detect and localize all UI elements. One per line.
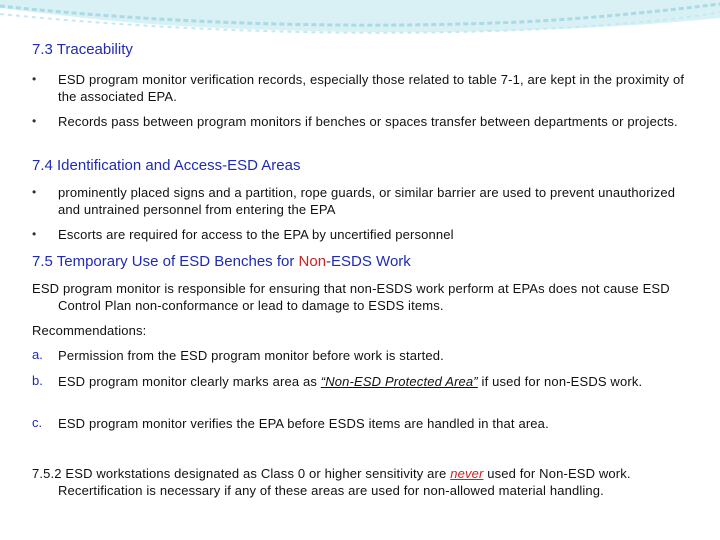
identification-bullet-1: prominently placed signs and a partition, rope guards, or similar barrier are used to prevent unauthorized and untrained personnel from entering the EPA bbox=[58, 185, 676, 217]
temporary-use-paragraph: ESD program monitor is responsible for ensuring that non-ESDS work perform at EPAs does not cause ESD Control Plan non-conformance or lead to damage to ESDS items. bbox=[32, 281, 670, 313]
recommendation-c: ESD program monitor verifies the EPA before ESDS items are handled in that area. bbox=[58, 416, 549, 431]
section-heading-identification: 7.4 Identification and Access-ESD Areas bbox=[32, 157, 301, 174]
recommendation-b bbox=[58, 373, 698, 390]
item-label-a: a. bbox=[32, 347, 43, 362]
recommendation-a: Permission from the ESD program monitor before work is started. bbox=[58, 348, 444, 363]
non-esd-protected-area-quote: “Non-ESD Protected Area” bbox=[320, 374, 478, 389]
item-label-c: c. bbox=[32, 415, 43, 430]
bullet-icon: • bbox=[32, 185, 37, 199]
section-heading-temporary-use bbox=[32, 253, 411, 270]
traceability-bullet-2: Records pass between program monitors if benches or spaces transfer between departments or projects. bbox=[58, 114, 678, 129]
heading-highlight: Non bbox=[298, 253, 327, 270]
traceability-bullet-1: ESD program monitor verification records, especially those related to table 7-1, are kept in the proximity of the associated EPA. bbox=[58, 72, 685, 104]
recommendations-label: Recommendations: bbox=[32, 323, 147, 338]
section-heading-traceability: 7.3 Traceability bbox=[32, 41, 133, 58]
heading-part: -ESDS Work bbox=[326, 253, 411, 270]
rec-b-part: if used for non-ESDS work. bbox=[477, 374, 643, 389]
item-label-b: b. bbox=[32, 373, 43, 388]
section-752-part: used for Non-ESD work. Recertification is necessary if any of these areas are used for non-allowed material handling. bbox=[58, 466, 631, 498]
section-752-paragraph bbox=[32, 465, 692, 499]
bullet-icon: • bbox=[32, 227, 37, 241]
rec-b-part: ESD program monitor clearly marks area as bbox=[58, 374, 321, 389]
never-emphasis: never bbox=[450, 466, 484, 481]
identification-bullet-2: Escorts are required for access to the EPA by uncertified personnel bbox=[58, 227, 454, 242]
bullet-icon: • bbox=[32, 72, 37, 86]
heading-part: 7.5 Temporary Use of ESD Benches for bbox=[32, 253, 299, 270]
section-752-part: 7.5.2 ESD workstations designated as Class 0 or higher sensitivity are bbox=[32, 466, 451, 481]
bullet-icon: • bbox=[32, 114, 37, 128]
